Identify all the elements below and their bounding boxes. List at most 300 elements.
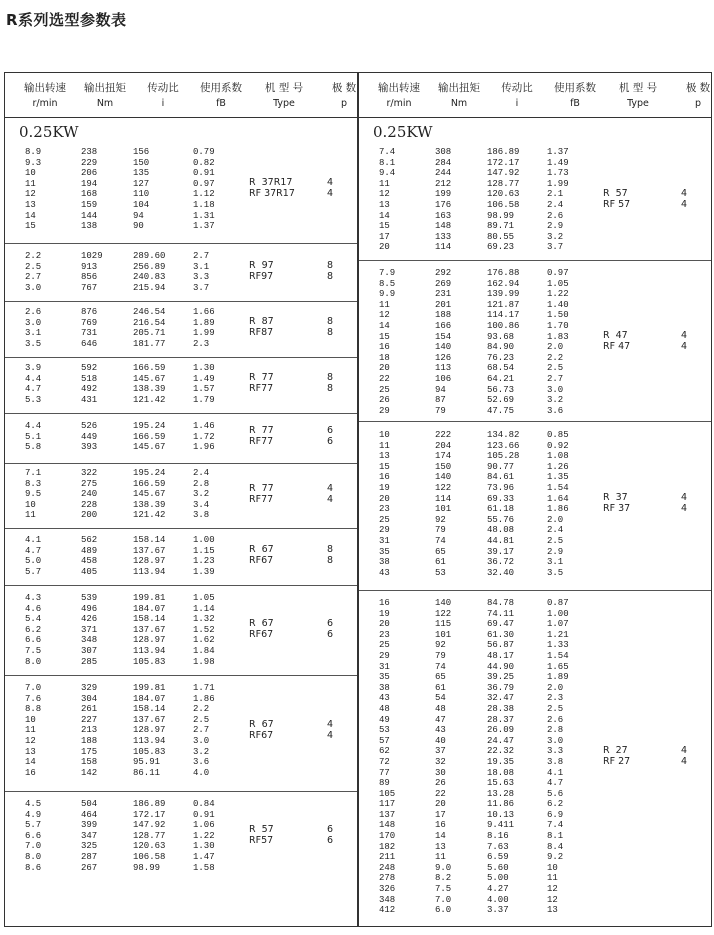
speed-value: 13 — [25, 746, 36, 757]
model-type-line: R 47 — [603, 330, 628, 342]
factor-value: 2.0 — [547, 682, 564, 693]
torque-value: 11 — [435, 852, 446, 863]
pole-count-line: 4 — [681, 330, 688, 342]
pole-count-line: 6 — [327, 835, 334, 847]
speed-value: 412 — [379, 905, 396, 916]
speed-value: 15 — [379, 461, 390, 472]
ratio-value: 113.94 — [133, 645, 166, 656]
model-type-line: RF67 — [249, 729, 274, 741]
speed-value: 17 — [379, 231, 390, 242]
speed-value: 11 — [25, 178, 36, 189]
speed-value: 3.9 — [25, 363, 42, 373]
torque-value: 526 — [81, 421, 98, 431]
torque-value: 22 — [435, 788, 446, 799]
pole-count — [327, 719, 333, 741]
speed-value: 4.4 — [25, 373, 42, 384]
pole-count-line: 4 — [327, 177, 334, 189]
pole-count — [327, 316, 333, 338]
ratio-value: 5.60 — [487, 862, 509, 873]
table-row — [5, 339, 357, 350]
speed-value: 7.0 — [25, 841, 42, 852]
ratio-value: 4.00 — [487, 894, 509, 905]
model-type-line: RF97 — [249, 271, 274, 283]
ratio-value: 158.14 — [133, 535, 166, 545]
table-row — [359, 374, 711, 385]
torque-value: 40 — [435, 735, 446, 746]
speed-value: 16 — [379, 472, 390, 483]
torque-value: 13 — [435, 841, 446, 852]
speed-value: 62 — [379, 746, 390, 757]
model-type-line: RF57 — [249, 835, 274, 847]
torque-value: 431 — [81, 394, 98, 405]
speed-value: 15 — [25, 221, 36, 232]
table-row — [359, 200, 711, 211]
speed-value: 4.3 — [25, 593, 42, 603]
factor-value: 2.1 — [547, 189, 564, 200]
torque-value: 74 — [435, 535, 446, 546]
factor-value: 3.4 — [193, 499, 210, 510]
factor-value: 5.6 — [547, 788, 564, 799]
torque-value: 285 — [81, 656, 98, 667]
table-row — [359, 651, 711, 662]
pole-count-line: 8 — [327, 327, 334, 339]
torque-value: 231 — [435, 289, 452, 300]
ratio-value: 134.82 — [487, 430, 520, 440]
torque-value: 204 — [435, 440, 452, 451]
ratio-value: 74.11 — [487, 608, 515, 619]
ratio-value: 9.411 — [487, 820, 515, 831]
model-type — [249, 177, 295, 199]
header-sf: 使用系数 — [554, 82, 596, 94]
speed-value: 8.3 — [25, 478, 42, 489]
model-type-line: RF 57 — [603, 199, 631, 210]
table-row — [5, 374, 357, 385]
pole-count — [681, 330, 687, 352]
speed-value: 20 — [379, 619, 390, 630]
model-type-line: R 87 — [249, 316, 274, 328]
factor-value: 1.58 — [193, 862, 215, 873]
header-divider — [5, 117, 357, 118]
table-row — [5, 307, 357, 318]
speed-value: 16 — [379, 342, 390, 353]
table-row — [359, 147, 711, 158]
table-row — [5, 432, 357, 443]
torque-value: 393 — [81, 442, 98, 453]
speed-value: 2.5 — [25, 261, 42, 272]
table-row — [5, 704, 357, 715]
ratio-value: 289.60 — [133, 251, 166, 261]
factor-value: 1.46 — [193, 421, 215, 431]
header-divider — [359, 117, 711, 118]
speed-value: 18 — [379, 352, 390, 363]
torque-value: 206 — [81, 168, 98, 179]
table-row — [5, 635, 357, 646]
ratio-value: 61.18 — [487, 504, 515, 515]
torque-value: 769 — [81, 317, 98, 328]
group-divider — [5, 243, 357, 244]
table-row — [5, 646, 357, 657]
factor-value: 9.2 — [547, 852, 564, 863]
speed-value: 5.3 — [25, 394, 42, 405]
group-divider — [5, 791, 357, 792]
factor-value: 3.3 — [193, 272, 210, 283]
pole-count — [327, 177, 333, 199]
speed-value: 23 — [379, 504, 390, 515]
speed-value: 182 — [379, 841, 396, 852]
torque-value: 174 — [435, 451, 452, 462]
factor-value: 1.50 — [547, 310, 569, 321]
factor-value: 1.00 — [547, 608, 569, 619]
factor-value: 0.84 — [193, 799, 215, 809]
speed-value: 25 — [379, 384, 390, 395]
factor-value: 1.62 — [193, 635, 215, 646]
speed-value: 3.5 — [25, 338, 42, 349]
factor-value: 2.6 — [547, 714, 564, 725]
pole-count — [681, 188, 687, 210]
table-row — [5, 736, 357, 747]
ratio-value: 8.16 — [487, 831, 509, 842]
factor-value: 1.22 — [193, 830, 215, 841]
factor-value: 3.3 — [547, 746, 564, 757]
speed-value: 326 — [379, 884, 396, 895]
model-type — [249, 260, 274, 282]
factor-value: 2.8 — [547, 725, 564, 736]
torque-value: 646 — [81, 338, 98, 349]
pole-count-line: 4 — [681, 341, 688, 353]
speed-value: 15 — [379, 221, 390, 232]
table-row — [5, 318, 357, 329]
ratio-value: 90.77 — [487, 461, 515, 472]
speed-value: 12 — [379, 310, 390, 321]
ratio-value: 73.96 — [487, 482, 515, 493]
factor-value: 3.2 — [193, 746, 210, 757]
ratio-value: 128.77 — [487, 178, 520, 189]
torque-value: 518 — [81, 373, 98, 384]
speed-value: 8.8 — [25, 704, 42, 715]
ratio-value: 84.78 — [487, 598, 515, 608]
speed-value: 13 — [379, 199, 390, 210]
model-type-line: R 67 — [249, 544, 274, 556]
torque-value: 142 — [81, 767, 98, 778]
table-row — [5, 683, 357, 694]
speed-value: 7.0 — [25, 683, 42, 693]
speed-value: 13 — [379, 451, 390, 462]
speed-value: 3.0 — [25, 282, 42, 293]
speed-value: 13 — [25, 199, 36, 210]
model-type — [249, 824, 274, 846]
table-row — [359, 662, 711, 673]
ratio-value: 84.61 — [487, 472, 515, 483]
ratio-value: 18.08 — [487, 767, 515, 778]
factor-value: 1.07 — [547, 619, 569, 630]
ratio-value: 137.67 — [133, 624, 166, 635]
ratio-value: 26.09 — [487, 725, 515, 736]
model-type-line: R 77 — [249, 482, 274, 494]
table-row — [359, 385, 711, 396]
factor-value: 1.22 — [547, 289, 569, 300]
torque-value: 115 — [435, 619, 452, 630]
torque-value: 114 — [435, 493, 452, 504]
torque-value: 489 — [81, 545, 98, 556]
ratio-value: 215.94 — [133, 282, 166, 293]
model-type — [249, 618, 274, 640]
table-row — [5, 500, 357, 511]
ratio-value: 128.97 — [133, 725, 166, 736]
torque-value: 37 — [435, 746, 446, 757]
ratio-value: 13.28 — [487, 788, 515, 799]
ratio-value: 121.42 — [133, 510, 166, 521]
ratio-value: 90 — [133, 221, 144, 232]
torque-value: 222 — [435, 430, 452, 440]
table-row — [5, 820, 357, 831]
ratio-value: 69.33 — [487, 493, 515, 504]
table-row — [359, 430, 711, 441]
table-row — [5, 725, 357, 736]
table-row — [5, 747, 357, 758]
factor-value: 3.2 — [547, 231, 564, 242]
ratio-value: 123.66 — [487, 440, 520, 451]
torque-value: 504 — [81, 799, 98, 809]
pole-count-line: 6 — [327, 824, 334, 836]
group-rows — [5, 683, 357, 778]
torque-value: 464 — [81, 809, 98, 820]
table-row — [359, 672, 711, 683]
model-type — [249, 316, 274, 338]
header-model-unit: Type — [273, 98, 295, 109]
torque-value: 150 — [435, 461, 452, 472]
table-row — [5, 614, 357, 625]
speed-value: 2.2 — [25, 251, 42, 261]
ratio-value: 120.63 — [133, 841, 166, 852]
ratio-value: 184.07 — [133, 693, 166, 704]
torque-value: 61 — [435, 682, 446, 693]
model-type-line: RF87 — [249, 327, 274, 339]
speed-value: 8.0 — [25, 656, 42, 667]
page-title: R系列选型参数表 — [6, 11, 127, 29]
model-type — [249, 544, 274, 566]
torque-value: 175 — [81, 746, 98, 757]
torque-value: 87 — [435, 395, 446, 406]
model-type-line: RF67 — [249, 629, 274, 641]
torque-value: 47 — [435, 714, 446, 725]
torque-value: 94 — [435, 384, 446, 395]
factor-value: 1.00 — [193, 535, 215, 545]
speed-value: 7.9 — [379, 268, 396, 278]
torque-value: 65 — [435, 672, 446, 683]
ratio-value: 15.63 — [487, 778, 515, 789]
speed-value: 9.5 — [25, 489, 42, 500]
torque-value: 449 — [81, 431, 98, 442]
speed-value: 10 — [25, 714, 36, 725]
header-poles: 极 数 — [685, 82, 711, 94]
factor-value: 3.8 — [193, 510, 210, 521]
ratio-value: 3.37 — [487, 905, 509, 916]
torque-value: 200 — [81, 510, 98, 521]
speed-value: 29 — [379, 650, 390, 661]
factor-value: 1.49 — [193, 373, 215, 384]
factor-value: 1.49 — [547, 157, 569, 168]
torque-value: 592 — [81, 363, 98, 373]
header-sf-unit: fB — [570, 98, 580, 109]
torque-value: 14 — [435, 831, 446, 842]
table-row — [5, 168, 357, 179]
ratio-value: 48.17 — [487, 650, 515, 661]
torque-value: 9.0 — [435, 862, 452, 873]
torque-value: 17 — [435, 809, 446, 820]
table-row — [359, 873, 711, 884]
factor-value: 1.86 — [193, 693, 215, 704]
torque-value: 492 — [81, 384, 98, 395]
factor-value: 3.7 — [547, 242, 564, 253]
torque-value: 201 — [435, 299, 452, 310]
table-row — [5, 863, 357, 874]
factor-value: 1.26 — [547, 461, 569, 472]
factor-value: 1.40 — [547, 299, 569, 310]
group-rows — [5, 421, 357, 453]
factor-value: 1.54 — [547, 482, 569, 493]
factor-value: 1.83 — [547, 331, 569, 342]
factor-value: 1.30 — [193, 841, 215, 852]
group-divider — [5, 675, 357, 676]
header-poles: 极 数 — [331, 82, 357, 94]
speed-value: 8.0 — [25, 851, 42, 862]
ratio-value: 52.69 — [487, 395, 515, 406]
pole-count — [327, 425, 333, 447]
speed-value: 19 — [379, 482, 390, 493]
factor-value: 0.97 — [193, 178, 215, 189]
torque-value: 176 — [435, 199, 452, 210]
speed-value: 5.7 — [25, 820, 42, 831]
factor-value: 0.91 — [193, 809, 215, 820]
table-row — [359, 321, 711, 332]
factor-value: 1.70 — [547, 320, 569, 331]
ratio-value: 145.67 — [133, 489, 166, 500]
table-row — [359, 289, 711, 300]
ratio-value: 195.24 — [133, 468, 166, 478]
speed-value: 7.1 — [25, 468, 42, 478]
ratio-value: 256.89 — [133, 261, 166, 272]
torque-value: 856 — [81, 272, 98, 283]
ratio-value: 55.76 — [487, 514, 515, 525]
group-divider — [359, 590, 711, 591]
torque-value: 240 — [81, 489, 98, 500]
factor-value: 2.5 — [547, 363, 564, 374]
factor-value: 1.65 — [547, 661, 569, 672]
speed-value: 10 — [25, 168, 36, 179]
ratio-value: 95.91 — [133, 757, 161, 768]
speed-value: 8.9 — [25, 147, 42, 157]
torque-value: 228 — [81, 499, 98, 510]
speed-value: 9.3 — [25, 157, 42, 168]
model-type — [603, 745, 630, 767]
speed-value: 14 — [379, 320, 390, 331]
factor-value: 2.2 — [193, 704, 210, 715]
factor-value: 4.1 — [547, 767, 564, 778]
torque-value: 496 — [81, 603, 98, 614]
table-row — [5, 625, 357, 636]
factor-value: 3.6 — [547, 405, 564, 416]
table-header — [359, 73, 711, 117]
model-type-line: RF 47 — [603, 341, 631, 353]
speed-value: 12 — [25, 735, 36, 746]
table-row — [5, 852, 357, 863]
ratio-value: 205.71 — [133, 328, 166, 339]
factor-value: 1.64 — [547, 493, 569, 504]
table-row — [5, 272, 357, 283]
factor-value: 0.79 — [193, 147, 215, 157]
torque-value: 74 — [435, 661, 446, 672]
factor-value: 3.0 — [547, 735, 564, 746]
table-row — [359, 462, 711, 473]
table-row — [359, 715, 711, 726]
model-type — [603, 188, 630, 210]
ratio-value: 145.67 — [133, 442, 166, 453]
group-rows — [359, 598, 711, 916]
table-row — [359, 451, 711, 462]
table-row — [359, 242, 711, 253]
table-row — [5, 147, 357, 158]
table-row — [359, 905, 711, 916]
torque-value: 126 — [435, 352, 452, 363]
group-rows — [359, 147, 711, 253]
table-row — [5, 251, 357, 262]
table-row — [359, 300, 711, 311]
factor-value: 13 — [547, 905, 558, 916]
factor-value: 2.5 — [193, 714, 210, 725]
speed-value: 11 — [379, 440, 390, 451]
table-row — [359, 789, 711, 800]
header-torque: 输出扭矩 — [438, 82, 480, 94]
torque-value: 292 — [435, 268, 452, 278]
ratio-value: 69.23 — [487, 242, 515, 253]
pole-count-line: 8 — [327, 544, 334, 556]
table-row — [359, 515, 711, 526]
ratio-value: 216.54 — [133, 317, 166, 328]
table-row — [359, 725, 711, 736]
speed-value: 20 — [379, 363, 390, 374]
table-row — [359, 799, 711, 810]
ratio-value: 172.17 — [487, 157, 520, 168]
header-speed-unit: r/min — [32, 98, 58, 109]
pole-count-line: 8 — [327, 260, 334, 272]
pole-count-line: 4 — [327, 493, 334, 505]
ratio-value: 137.67 — [133, 545, 166, 556]
ratio-value: 199.81 — [133, 683, 166, 693]
factor-value: 0.92 — [547, 440, 569, 451]
ratio-value: 22.32 — [487, 746, 515, 757]
speed-value: 25 — [379, 514, 390, 525]
torque-value: 6.0 — [435, 905, 452, 916]
speed-value: 4.5 — [25, 799, 42, 809]
speed-value: 9.9 — [379, 289, 396, 300]
pole-count — [681, 492, 687, 514]
factor-value: 1.99 — [193, 328, 215, 339]
torque-value: 140 — [435, 472, 452, 483]
table-row — [5, 657, 357, 668]
right-table — [358, 72, 712, 927]
ratio-value: 7.63 — [487, 841, 509, 852]
model-type-line: R 77 — [249, 372, 274, 384]
group-divider — [5, 357, 357, 358]
table-row — [359, 504, 711, 515]
ratio-value: 195.24 — [133, 421, 166, 431]
table-row — [5, 421, 357, 432]
factor-value: 2.8 — [193, 478, 210, 489]
factor-value: 1.35 — [547, 472, 569, 483]
ratio-value: 121.87 — [487, 299, 520, 310]
group-rows — [5, 593, 357, 667]
torque-value: 20 — [435, 799, 446, 810]
